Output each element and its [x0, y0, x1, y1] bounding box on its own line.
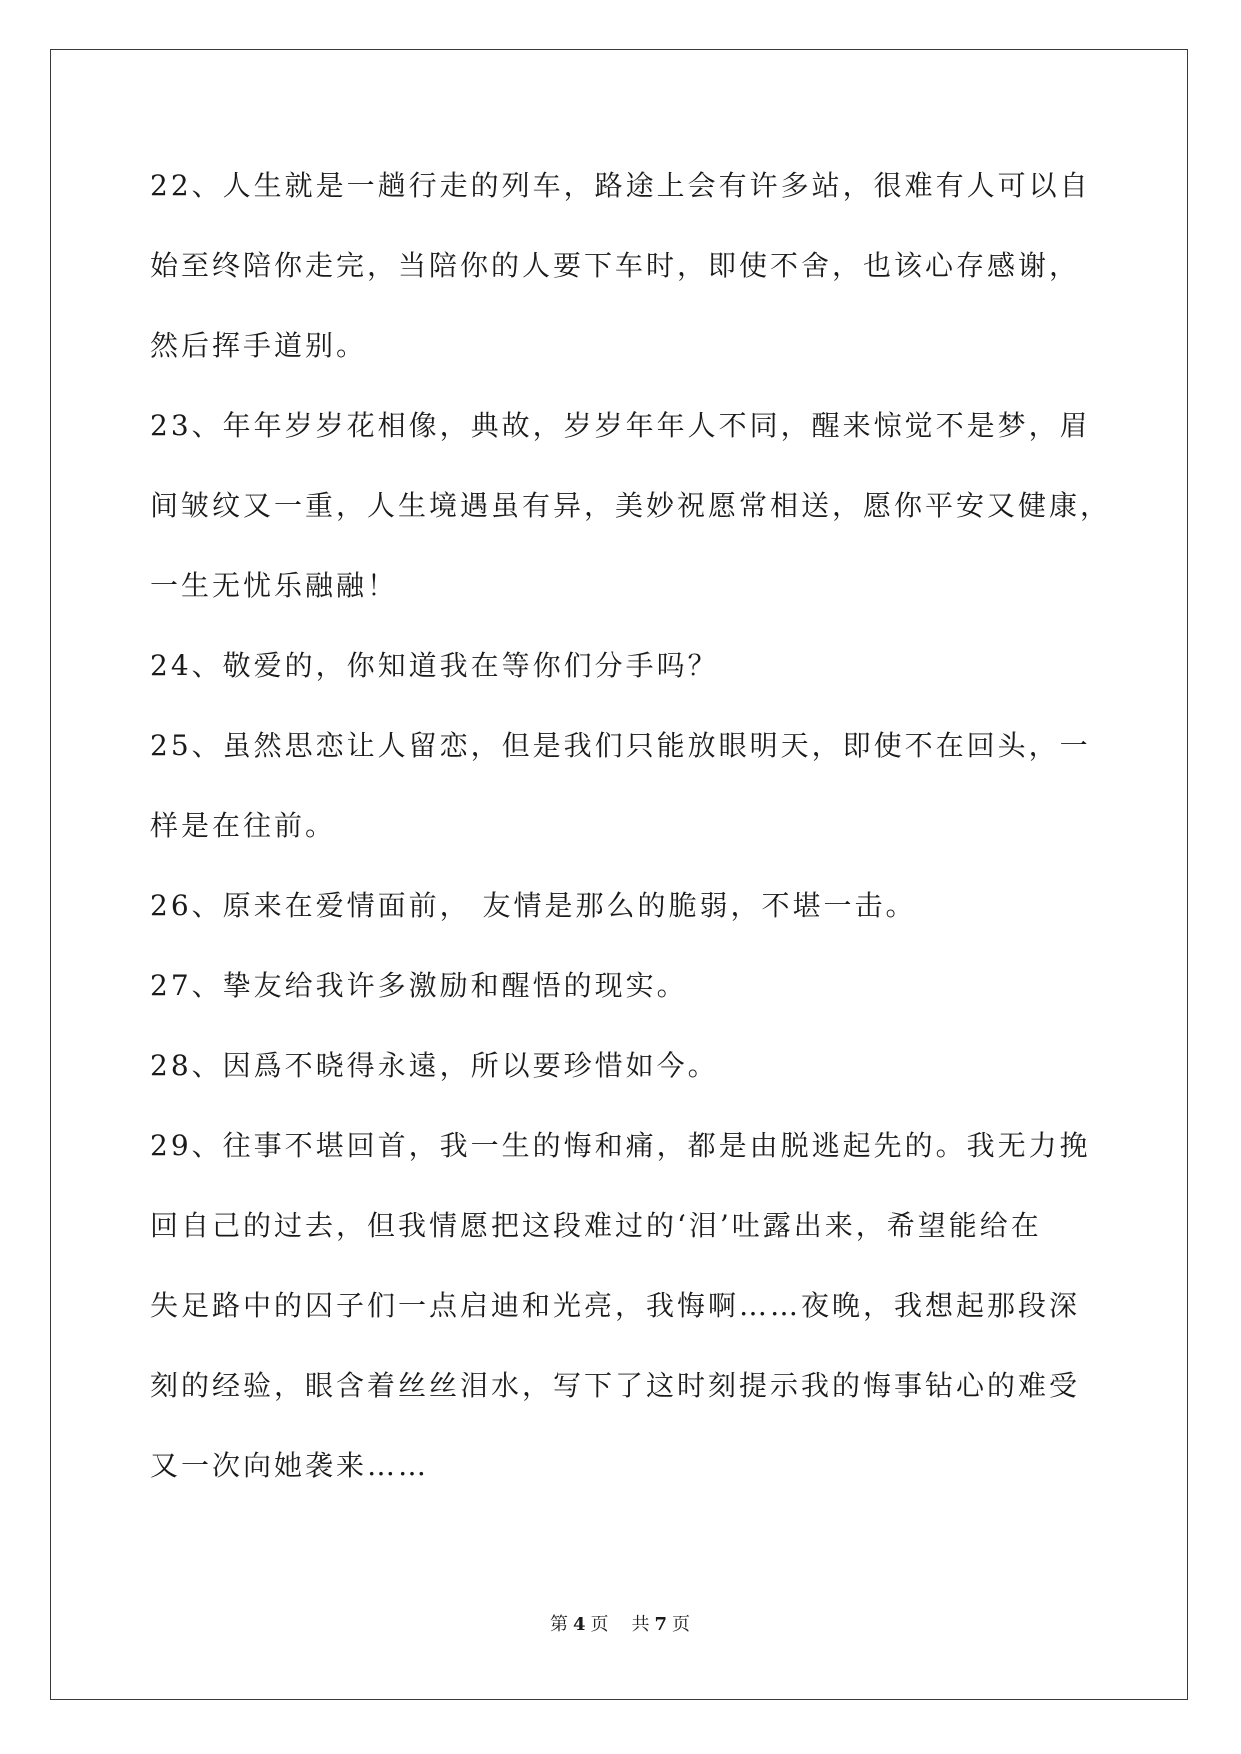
entry-24 [150, 646, 1110, 726]
text-line: 又一次向她袭来…… [150, 1449, 430, 1482]
total-pages: 7 [654, 1614, 669, 1635]
text-line: 26、原来在爱情面前， 友情是那么的脆弱，不堪一击。 [150, 889, 917, 922]
page-footer [0, 1610, 1241, 1636]
text-line: 刻的经验，眼含着丝丝泪水，写下了这时刻提示我的悔事钻心的难受 [150, 1369, 1081, 1402]
page-suffix: 页 [590, 1614, 610, 1635]
entry-26 [150, 886, 1110, 966]
entry-27 [150, 966, 1110, 1046]
text-line: 然后挥手道别。 [150, 329, 368, 362]
page-number: 4 [572, 1614, 587, 1635]
entry-25 [150, 726, 1110, 886]
entry-22 [150, 166, 1110, 406]
text-line: 始至终陪你走完，当陪你的人要下车时，即使不舍，也该心存感谢， [150, 249, 1081, 282]
entry-28 [150, 1046, 1110, 1126]
document-body [150, 166, 1110, 1526]
text-line: 25、虽然思恋让人留恋，但是我们只能放眼明天，即使不在回头，一 [150, 729, 1091, 762]
total-prefix: 共 [631, 1614, 651, 1635]
text-line: 一生无忧乐融融！ [150, 569, 399, 602]
text-line: 27、挚友给我许多激励和醒悟的现实。 [150, 969, 688, 1002]
entry-29 [150, 1126, 1110, 1526]
text-line: 失足路中的囚子们一点启迪和光亮，我悔啊……夜晚，我想起那段深 [150, 1289, 1081, 1322]
text-line: 23、年年岁岁花相像，典故，岁岁年年人不同，醒来惊觉不是梦，眉 [150, 409, 1091, 442]
text-line: 28、因爲不晓得永遠，所以要珍惜如今。 [150, 1049, 719, 1082]
text-line: 样是在往前。 [150, 809, 337, 842]
text-line: 回自己的过去，但我情愿把这段难过的‘泪’吐露出来，希望能给在 [150, 1209, 1042, 1242]
text-line: 22、人生就是一趟行走的列车，路途上会有许多站，很难有人可以自 [150, 169, 1091, 202]
entry-23 [150, 406, 1110, 646]
text-line: 24、敬爱的，你知道我在等你们分手吗？ [150, 649, 719, 682]
text-line: 间皱纹又一重，人生境遇虽有异，美妙祝愿常相送，愿你平安又健康， [150, 489, 1112, 522]
page-prefix: 第 [549, 1614, 569, 1635]
text-line: 29、往事不堪回首，我一生的悔和痛，都是由脱逃起先的。我无力挽 [150, 1129, 1091, 1162]
total-suffix: 页 [672, 1614, 692, 1635]
